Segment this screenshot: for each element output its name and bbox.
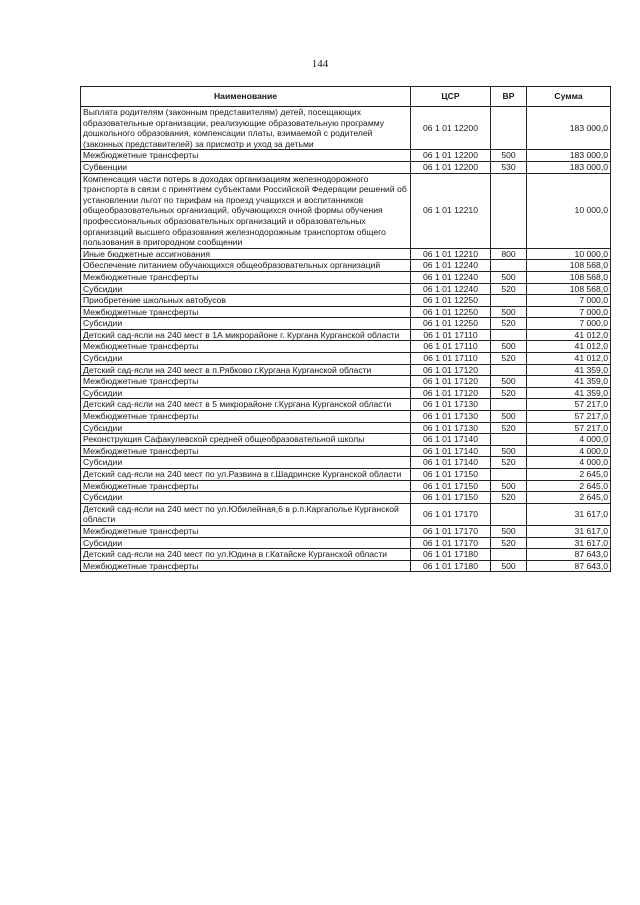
table-row xyxy=(81,306,611,318)
row-vr-cell xyxy=(491,549,527,561)
row-name-cell: Межбюджетные трансферты xyxy=(81,411,411,423)
table-row xyxy=(81,399,611,411)
row-sum-cell: 31 617,0 xyxy=(527,503,611,525)
row-csr-cell: 06 1 01 12240 xyxy=(411,271,491,283)
row-vr-cell xyxy=(491,260,527,272)
row-csr-cell: 06 1 01 17120 xyxy=(411,364,491,376)
row-sum-cell: 183 000,0 xyxy=(527,161,611,173)
row-vr-cell xyxy=(491,107,527,150)
table-row xyxy=(81,376,611,388)
row-csr-cell: 06 1 01 17180 xyxy=(411,560,491,572)
row-name-cell: Детский сад-ясли на 240 мест по ул.Юбилейная,6 в р.п.Каргаполье Курганской области xyxy=(81,503,411,525)
row-vr-cell: 500 xyxy=(491,271,527,283)
row-vr-cell: 520 xyxy=(491,283,527,295)
row-csr-cell: 06 1 01 17110 xyxy=(411,341,491,353)
row-vr-cell: 520 xyxy=(491,318,527,330)
row-csr-cell: 06 1 01 17130 xyxy=(411,422,491,434)
header-vr: ВР xyxy=(491,87,527,107)
row-vr-cell: 500 xyxy=(491,411,527,423)
table-row xyxy=(81,283,611,295)
row-vr-cell xyxy=(491,364,527,376)
row-csr-cell: 06 1 01 17120 xyxy=(411,387,491,399)
row-csr-cell: 06 1 01 17170 xyxy=(411,525,491,537)
table-row xyxy=(81,364,611,376)
row-name-cell: Субсидии xyxy=(81,283,411,295)
row-sum-cell: 10 000,0 xyxy=(527,248,611,260)
row-sum-cell: 41 012,0 xyxy=(527,329,611,341)
row-name-cell: Субсидии xyxy=(81,537,411,549)
table-row xyxy=(81,295,611,307)
row-sum-cell: 7 000,0 xyxy=(527,306,611,318)
row-name-cell: Субсидии xyxy=(81,492,411,504)
row-sum-cell: 57 217,0 xyxy=(527,422,611,434)
row-name-cell: Межбюджетные трансферты xyxy=(81,306,411,318)
table-row xyxy=(81,492,611,504)
table-header xyxy=(81,87,611,107)
row-vr-cell: 520 xyxy=(491,457,527,469)
row-name-cell: Иные бюджетные ассигнования xyxy=(81,248,411,260)
table-row xyxy=(81,107,611,150)
table-row xyxy=(81,260,611,272)
row-name-cell: Реконструкция Сафакулевской средней общеобразовательной школы xyxy=(81,434,411,446)
table-row xyxy=(81,329,611,341)
header-csr: ЦСР xyxy=(411,87,491,107)
row-csr-cell: 06 1 01 17170 xyxy=(411,503,491,525)
row-name-cell: Межбюджетные трансферты xyxy=(81,341,411,353)
table-row xyxy=(81,173,611,248)
row-vr-cell xyxy=(491,173,527,248)
row-sum-cell: 2 645,0 xyxy=(527,469,611,481)
table-row xyxy=(81,341,611,353)
row-vr-cell: 520 xyxy=(491,492,527,504)
row-vr-cell: 500 xyxy=(491,306,527,318)
header-name: Наименование xyxy=(81,87,411,107)
row-name-cell: Выплата родителям (законным представителям) детей, посещающих образовательные организации, реализующие образовательную программу дошкольного образования, компенсации платы, взимаемой с родителей (законных представителей) за присмотр и уход за детьми xyxy=(81,107,411,150)
header-sum: Сумма xyxy=(527,87,611,107)
row-name-cell: Компенсация части потерь в доходах организациям железнодорожного транспорта в связи с принятием субъектами Российской Федерации решений об установлении льгот по тарифам на проезд учащихся и воспитанников общеобразовательных организаций, обучающихся очной формы обучения профессиональных образовательных организаций и образовательных организаций высшего образования железнодорожным транспортом общего пользования в пригородном сообщении xyxy=(81,173,411,248)
row-csr-cell: 06 1 01 17130 xyxy=(411,411,491,423)
table-row xyxy=(81,503,611,525)
row-csr-cell: 06 1 01 17110 xyxy=(411,329,491,341)
row-sum-cell: 87 643,0 xyxy=(527,560,611,572)
row-sum-cell: 87 643,0 xyxy=(527,549,611,561)
row-name-cell: Субсидии xyxy=(81,422,411,434)
row-name-cell: Межбюджетные трансферты xyxy=(81,150,411,162)
table-row xyxy=(81,549,611,561)
row-vr-cell: 500 xyxy=(491,560,527,572)
row-vr-cell xyxy=(491,434,527,446)
row-name-cell: Детский сад-ясли на 240 мест в п.Рябково г.Кургана Курганской области xyxy=(81,364,411,376)
table-row xyxy=(81,271,611,283)
row-vr-cell: 500 xyxy=(491,445,527,457)
row-csr-cell: 06 1 01 17120 xyxy=(411,376,491,388)
table-row xyxy=(81,537,611,549)
row-vr-cell: 500 xyxy=(491,341,527,353)
row-vr-cell xyxy=(491,503,527,525)
row-sum-cell: 4 000,0 xyxy=(527,434,611,446)
row-name-cell: Субвенции xyxy=(81,161,411,173)
row-sum-cell: 183 000,0 xyxy=(527,107,611,150)
row-csr-cell: 06 1 01 12250 xyxy=(411,318,491,330)
table-row xyxy=(81,353,611,365)
row-vr-cell xyxy=(491,399,527,411)
row-name-cell: Субсидии xyxy=(81,387,411,399)
row-name-cell: Субсидии xyxy=(81,318,411,330)
row-sum-cell: 7 000,0 xyxy=(527,318,611,330)
row-sum-cell: 41 359,0 xyxy=(527,387,611,399)
row-name-cell: Обеспечение питанием обучающихся общеобразовательных организаций xyxy=(81,260,411,272)
row-name-cell: Межбюджетные трансферты xyxy=(81,376,411,388)
row-sum-cell: 31 617,0 xyxy=(527,525,611,537)
row-name-cell: Субсидии xyxy=(81,353,411,365)
row-csr-cell: 06 1 01 17150 xyxy=(411,480,491,492)
table-row xyxy=(81,387,611,399)
row-sum-cell: 10 000,0 xyxy=(527,173,611,248)
row-sum-cell: 108 568,0 xyxy=(527,260,611,272)
row-sum-cell: 7 000,0 xyxy=(527,295,611,307)
table-row xyxy=(81,469,611,481)
row-csr-cell: 06 1 01 12210 xyxy=(411,173,491,248)
row-name-cell: Межбюджетные трансферты xyxy=(81,445,411,457)
table-row xyxy=(81,560,611,572)
table-row xyxy=(81,434,611,446)
table-row xyxy=(81,457,611,469)
row-vr-cell xyxy=(491,329,527,341)
row-name-cell: Детский сад-ясли на 240 мест по ул.Юдина в г.Катайске Курганской области xyxy=(81,549,411,561)
row-csr-cell: 06 1 01 17150 xyxy=(411,492,491,504)
row-vr-cell: 530 xyxy=(491,161,527,173)
row-name-cell: Приобретение школьных автобусов xyxy=(81,295,411,307)
row-csr-cell: 06 1 01 12200 xyxy=(411,107,491,150)
table-row xyxy=(81,248,611,260)
table-row xyxy=(81,161,611,173)
table-row xyxy=(81,525,611,537)
row-vr-cell: 500 xyxy=(491,150,527,162)
row-name-cell: Детский сад-ясли на 240 мест в 5 микрорайоне г.Кургана Курганской области xyxy=(81,399,411,411)
row-name-cell: Межбюджетные трансферты xyxy=(81,480,411,492)
row-name-cell: Межбюджетные трансферты xyxy=(81,271,411,283)
row-sum-cell: 57 217,0 xyxy=(527,411,611,423)
row-sum-cell: 4 000,0 xyxy=(527,457,611,469)
row-csr-cell: 06 1 01 17170 xyxy=(411,537,491,549)
row-csr-cell: 06 1 01 12250 xyxy=(411,306,491,318)
row-csr-cell: 06 1 01 17130 xyxy=(411,399,491,411)
row-sum-cell: 31 617,0 xyxy=(527,537,611,549)
table-body xyxy=(81,107,611,572)
page-number: 144 xyxy=(311,58,329,70)
row-vr-cell: 800 xyxy=(491,248,527,260)
table-row xyxy=(81,480,611,492)
row-vr-cell: 520 xyxy=(491,422,527,434)
row-csr-cell: 06 1 01 12250 xyxy=(411,295,491,307)
row-csr-cell: 06 1 01 17110 xyxy=(411,353,491,365)
row-csr-cell: 06 1 01 17180 xyxy=(411,549,491,561)
row-name-cell: Детский сад-ясли на 240 мест по ул.Развина в г.Шадринске Курганской области xyxy=(81,469,411,481)
row-sum-cell: 4 000,0 xyxy=(527,445,611,457)
row-sum-cell: 183 000,0 xyxy=(527,150,611,162)
row-csr-cell: 06 1 01 12210 xyxy=(411,248,491,260)
row-name-cell: Межбюджетные трансферты xyxy=(81,560,411,572)
row-csr-cell: 06 1 01 17140 xyxy=(411,457,491,469)
budget-table xyxy=(80,86,611,572)
row-vr-cell xyxy=(491,295,527,307)
row-name-cell: Межбюджетные трансферты xyxy=(81,525,411,537)
row-sum-cell: 2 645,0 xyxy=(527,480,611,492)
row-vr-cell: 520 xyxy=(491,353,527,365)
row-sum-cell: 41 359,0 xyxy=(527,364,611,376)
row-csr-cell: 06 1 01 12240 xyxy=(411,283,491,295)
row-csr-cell: 06 1 01 17140 xyxy=(411,434,491,446)
row-csr-cell: 06 1 01 12200 xyxy=(411,150,491,162)
table-row xyxy=(81,422,611,434)
row-name-cell: Субсидии xyxy=(81,457,411,469)
row-vr-cell: 520 xyxy=(491,537,527,549)
table-row xyxy=(81,150,611,162)
row-vr-cell: 520 xyxy=(491,387,527,399)
row-csr-cell: 06 1 01 12200 xyxy=(411,161,491,173)
row-sum-cell: 41 012,0 xyxy=(527,353,611,365)
row-vr-cell: 500 xyxy=(491,376,527,388)
row-sum-cell: 2 645,0 xyxy=(527,492,611,504)
row-vr-cell xyxy=(491,469,527,481)
row-vr-cell: 500 xyxy=(491,480,527,492)
row-csr-cell: 06 1 01 17150 xyxy=(411,469,491,481)
table-row xyxy=(81,318,611,330)
table-row xyxy=(81,445,611,457)
row-sum-cell: 108 568,0 xyxy=(527,283,611,295)
row-name-cell: Детский сад-ясли на 240 мест в 1А микрорайоне г. Кургана Курганской области xyxy=(81,329,411,341)
row-csr-cell: 06 1 01 12240 xyxy=(411,260,491,272)
row-vr-cell: 500 xyxy=(491,525,527,537)
row-sum-cell: 41 359,0 xyxy=(527,376,611,388)
row-sum-cell: 41 012,0 xyxy=(527,341,611,353)
row-sum-cell: 57 217,0 xyxy=(527,399,611,411)
row-sum-cell: 108 568,0 xyxy=(527,271,611,283)
table-row xyxy=(81,411,611,423)
row-csr-cell: 06 1 01 17140 xyxy=(411,445,491,457)
